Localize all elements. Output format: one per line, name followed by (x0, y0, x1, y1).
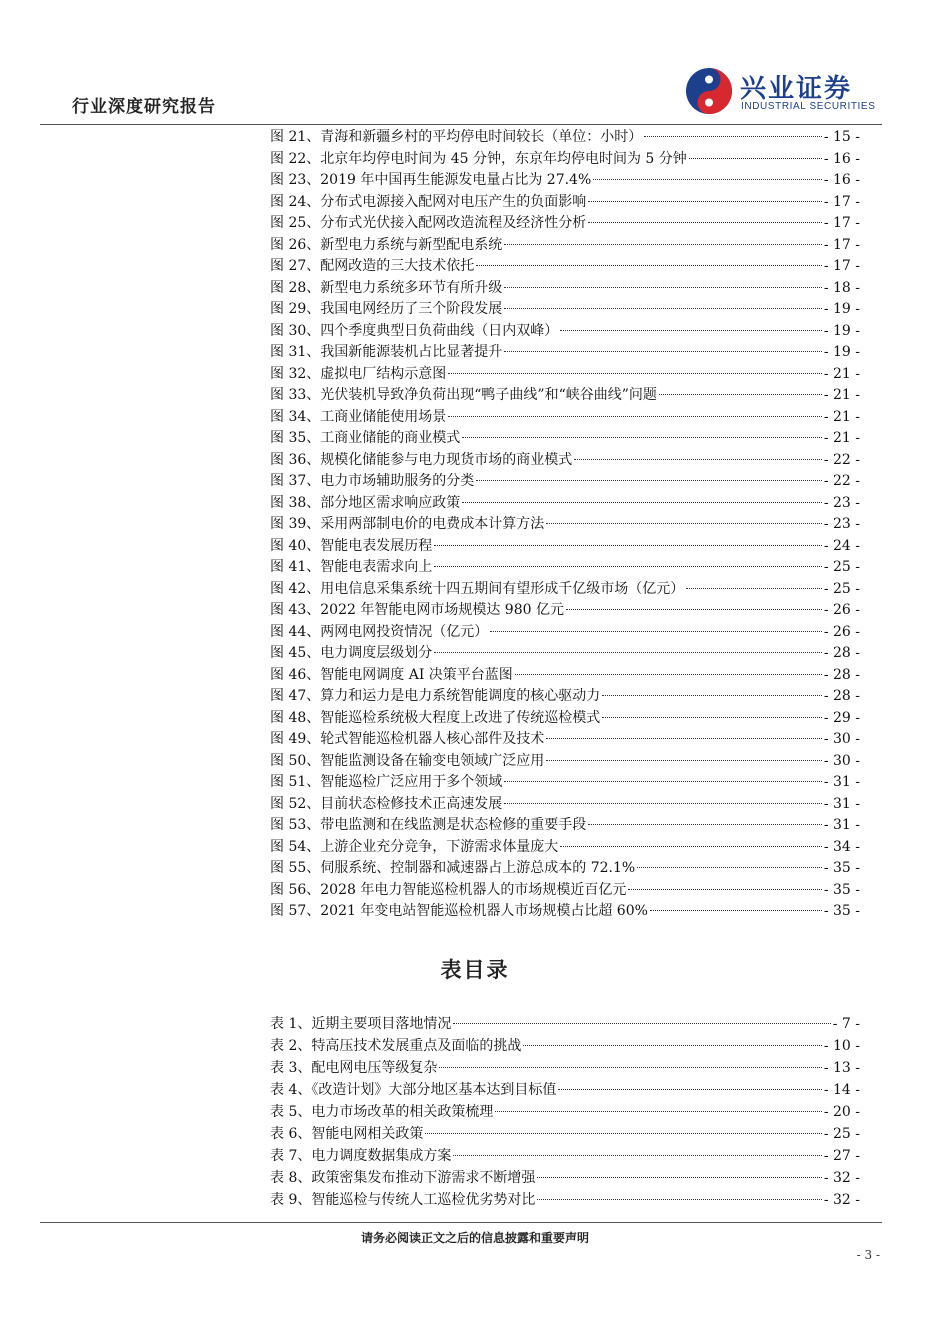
toc-entry-page: - 30 - (823, 731, 860, 747)
toc-dot-leader (588, 221, 822, 223)
toc-entry-label: 图 44、两网电网投资情况（亿元） (270, 623, 489, 640)
toc-dot-leader (602, 716, 822, 718)
figure-toc-row[interactable] (270, 557, 860, 579)
toc-dot-leader (495, 1110, 821, 1112)
toc-dot-leader (686, 587, 822, 589)
table-toc-row[interactable] (270, 1145, 860, 1167)
toc-entry-label: 图 22、北京年均停电时间为 45 分钟，东京年均停电时间为 5 分钟 (270, 150, 687, 167)
toc-entry-page: - 25 - (823, 580, 860, 597)
toc-dot-leader (425, 1132, 821, 1134)
toc-entry-page: - 21 - (823, 430, 860, 446)
tables-toc (270, 1013, 860, 1211)
toc-entry-label: 图 31、我国新能源装机占比显著提升 (270, 344, 503, 360)
figure-toc-row[interactable] (270, 600, 860, 622)
figure-toc-row[interactable] (270, 213, 860, 235)
toc-dot-leader (650, 909, 822, 911)
toc-dot-leader (689, 157, 822, 159)
figure-toc-row[interactable] (270, 428, 860, 450)
figure-toc-row[interactable] (270, 536, 860, 558)
toc-dot-leader (588, 200, 822, 202)
toc-dot-leader (628, 888, 821, 890)
figure-toc-row[interactable] (270, 665, 860, 687)
toc-entry-label: 图 50、智能监测设备在输变电领域广泛应用 (270, 752, 545, 769)
figure-toc-row[interactable] (270, 321, 860, 343)
toc-entry-page: - 31 - (823, 817, 860, 833)
toc-entry-page: - 22 - (823, 451, 860, 468)
toc-entry-page: - 13 - (823, 1060, 860, 1076)
toc-entry-page: - 35 - (823, 860, 860, 876)
toc-entry-label: 图 49、轮式智能巡检机器人核心部件及技术 (270, 731, 545, 747)
toc-entry-label: 图 27、配网改造的三大技术依托 (270, 258, 475, 274)
toc-dot-leader (504, 802, 822, 804)
figure-toc-row[interactable] (270, 364, 860, 386)
toc-entry-label: 图 52、目前状态检修技术正高速发展 (270, 795, 503, 812)
toc-dot-leader (593, 178, 822, 180)
toc-entry-page: - 34 - (823, 838, 860, 855)
toc-entry-label: 图 25、分布式光伏接入配网改造流程及经济性分析 (270, 215, 587, 231)
toc-entry-page: - 19 - (823, 322, 860, 339)
figure-toc-row[interactable] (270, 708, 860, 730)
toc-entry-label: 图 48、智能巡检系统极大程度上改进了传统巡检模式 (270, 709, 601, 726)
toc-entry-label: 图 46、智能电网调度 AI 决策平台蓝图 (270, 666, 513, 683)
figure-toc-row[interactable] (270, 837, 860, 859)
toc-dot-leader (546, 522, 822, 524)
toc-entry-label: 图 32、虚拟电厂结构示意图 (270, 365, 447, 382)
toc-dot-leader (574, 458, 822, 460)
toc-dot-leader (504, 307, 822, 309)
toc-entry-label: 图 51、智能巡检广泛应用于多个领域 (270, 774, 503, 790)
figure-toc-row[interactable] (270, 256, 860, 278)
toc-entry-page: - 17 - (823, 236, 860, 253)
toc-entry-page: - 7 - (832, 1016, 860, 1032)
figure-toc-row[interactable] (270, 299, 860, 321)
table-toc-row[interactable] (270, 1079, 860, 1101)
figure-toc-row[interactable] (270, 278, 860, 300)
toc-entry-page: - 24 - (823, 537, 860, 554)
toc-entry-page: - 27 - (823, 1148, 860, 1164)
toc-dot-leader (504, 243, 822, 245)
figure-toc-row[interactable] (270, 794, 860, 816)
table-toc-row[interactable] (270, 1167, 860, 1189)
toc-dot-leader (546, 759, 822, 761)
figure-toc-row[interactable] (270, 729, 860, 751)
toc-entry-label: 图 28、新型电力系统多环节有所升级 (270, 279, 503, 296)
toc-dot-leader (566, 608, 822, 610)
toc-entry-label: 图 34、工商业储能使用场景 (270, 408, 447, 425)
figure-toc-row[interactable] (270, 815, 860, 837)
toc-entry-page: - 16 - (823, 172, 860, 188)
toc-dot-leader (434, 565, 822, 567)
toc-dot-leader (434, 544, 822, 546)
toc-entry-label: 表 5、电力市场改革的相关政策梳理 (270, 1104, 494, 1120)
toc-dot-leader (515, 673, 822, 675)
tables-toc-heading: 表目录 (440, 958, 510, 982)
toc-dot-leader (448, 415, 822, 417)
toc-entry-page: - 21 - (823, 365, 860, 382)
toc-entry-page: - 17 - (823, 258, 860, 274)
figure-toc-row[interactable] (270, 407, 860, 429)
toc-entry-label: 图 53、带电监测和在线监测是状态检修的重要手段 (270, 817, 587, 833)
toc-entry-page: - 28 - (823, 666, 860, 683)
toc-entry-label: 图 35、工商业储能的商业模式 (270, 430, 461, 446)
table-toc-row[interactable] (270, 1013, 860, 1035)
toc-dot-leader (490, 630, 822, 632)
toc-dot-leader (560, 845, 822, 847)
toc-dot-leader (434, 651, 822, 653)
toc-entry-page: - 26 - (823, 623, 860, 640)
toc-entry-page: - 25 - (823, 559, 860, 575)
toc-entry-label: 表 9、智能巡检与传统人工巡检优劣势对比 (270, 1192, 536, 1208)
toc-entry-label: 表 2、特高压技术发展重点及面临的挑战 (270, 1038, 522, 1054)
toc-entry-label: 图 33、光伏装机导致净负荷出现“鸭子曲线”和“峡谷曲线”问题 (270, 387, 657, 403)
toc-entry-label: 图 21、青海和新疆乡村的平均停电时间较长（单位：小时） (270, 129, 643, 145)
toc-dot-leader (439, 1066, 821, 1068)
toc-entry-label: 图 45、电力调度层级划分 (270, 645, 433, 661)
table-toc-row[interactable] (270, 1189, 860, 1211)
figure-toc-row[interactable] (270, 450, 860, 472)
toc-entry-page: - 25 - (823, 1126, 860, 1142)
toc-entry-label: 图 23、2019 年中国再生能源发电量占比为 27.4% (270, 172, 592, 188)
toc-dot-leader (659, 393, 822, 395)
toc-entry-page: - 18 - (823, 279, 860, 296)
toc-dot-leader (476, 264, 822, 266)
figure-toc-row[interactable] (270, 772, 860, 794)
toc-entry-label: 图 24、分布式电源接入配网对电压产生的负面影响 (270, 193, 587, 210)
figure-toc-row[interactable] (270, 751, 860, 773)
figure-toc-row[interactable] (270, 880, 860, 902)
toc-entry-label: 图 40、智能电表发展历程 (270, 537, 433, 554)
toc-entry-page: - 29 - (823, 709, 860, 726)
logo-english-name: INDUSTRIAL SECURITIES (741, 101, 876, 112)
table-toc-row[interactable] (270, 1101, 860, 1123)
toc-dot-leader (560, 329, 822, 331)
toc-entry-label: 图 39、采用两部制电价的电费成本计算方法 (270, 516, 545, 532)
figures-toc (270, 127, 860, 923)
toc-dot-leader (453, 1022, 830, 1024)
toc-entry-page: - 32 - (823, 1170, 860, 1186)
toc-entry-label: 图 54、上游企业充分竞争，下游需求体量庞大 (270, 838, 559, 855)
figure-toc-row[interactable] (270, 686, 860, 708)
toc-entry-label: 图 36、规模化储能参与电力现货市场的商业模式 (270, 451, 573, 468)
toc-entry-label: 表 6、智能电网相关政策 (270, 1126, 424, 1142)
figure-toc-row[interactable] (270, 192, 860, 214)
toc-dot-leader (546, 737, 822, 739)
toc-entry-label: 表 1、近期主要项目落地情况 (270, 1016, 452, 1032)
figure-toc-row[interactable] (270, 342, 860, 364)
table-toc-row[interactable] (270, 1057, 860, 1079)
company-logo (684, 66, 884, 118)
toc-entry-label: 图 56、2028 年电力智能巡检机器人的市场规模近百亿元 (270, 881, 627, 898)
figure-toc-row[interactable] (270, 579, 860, 601)
toc-entry-page: - 15 - (823, 129, 860, 145)
figure-toc-row[interactable] (270, 149, 860, 171)
toc-entry-label: 表 7、电力调度数据集成方案 (270, 1148, 452, 1164)
table-toc-row[interactable] (270, 1123, 860, 1145)
toc-entry-label: 图 57、2021 年变电站智能巡检机器人市场规模占比超 60% (270, 903, 648, 919)
toc-entry-page: - 31 - (823, 774, 860, 790)
toc-dot-leader (558, 1088, 821, 1090)
toc-dot-leader (462, 436, 822, 438)
toc-dot-leader (523, 1044, 821, 1046)
toc-entry-page: - 35 - (823, 903, 860, 919)
toc-entry-page: - 32 - (823, 1192, 860, 1208)
toc-dot-leader (537, 1176, 821, 1178)
toc-entry-page: - 19 - (823, 301, 860, 317)
toc-entry-page: - 16 - (823, 150, 860, 167)
figure-toc-row[interactable] (270, 235, 860, 257)
logo-chinese-name: 兴业证券 (740, 74, 853, 104)
toc-entry-page: - 20 - (823, 1104, 860, 1120)
figure-toc-row[interactable] (270, 127, 860, 149)
report-type-title: 行业深度研究报告 (72, 97, 216, 117)
toc-entry-label: 图 41、智能电表需求向上 (270, 559, 433, 575)
toc-entry-page: - 26 - (823, 602, 860, 618)
toc-entry-page: - 17 - (823, 193, 860, 210)
toc-dot-leader (504, 286, 822, 288)
toc-entry-page: - 28 - (823, 688, 860, 704)
toc-dot-leader (476, 479, 822, 481)
toc-entry-page: - 23 - (823, 494, 860, 511)
toc-dot-leader (602, 694, 822, 696)
toc-dot-leader (644, 135, 822, 137)
toc-dot-leader (588, 823, 822, 825)
toc-entry-label: 图 47、算力和运力是电力系统智能调度的核心驱动力 (270, 688, 601, 704)
figure-toc-row[interactable] (270, 514, 860, 536)
toc-dot-leader (448, 372, 822, 374)
figure-toc-row[interactable] (270, 901, 860, 923)
figure-toc-row[interactable] (270, 471, 860, 493)
figure-toc-row[interactable] (270, 643, 860, 665)
footer-disclaimer: 请务必阅读正文之后的信息披露和重要声明 (360, 1231, 589, 1245)
toc-entry-page: - 28 - (823, 645, 860, 661)
toc-entry-page: - 30 - (823, 752, 860, 769)
toc-entry-page: - 35 - (823, 881, 860, 898)
figure-toc-row[interactable] (270, 385, 860, 407)
toc-entry-page: - 19 - (823, 344, 860, 360)
toc-entry-label: 图 26、新型电力系统与新型配电系统 (270, 236, 503, 253)
footer-divider (40, 1222, 882, 1223)
toc-entry-label: 图 55、伺服系统、控制器和减速器占上游总成本的 72.1% (270, 860, 636, 876)
header-divider (40, 124, 882, 125)
toc-entry-label: 图 29、我国电网经历了三个阶段发展 (270, 301, 503, 317)
toc-entry-label: 图 38、部分地区需求响应政策 (270, 494, 461, 511)
page-number: - 3 - (856, 1248, 880, 1262)
toc-entry-label: 图 43、2022 年智能电网市场规模达 980 亿元 (270, 602, 564, 618)
toc-dot-leader (537, 1198, 821, 1200)
toc-entry-label: 表 8、政策密集发布推动下游需求不断增强 (270, 1170, 536, 1186)
toc-entry-label: 图 42、用电信息采集系统十四五期间有望形成千亿级市场（亿元） (270, 580, 685, 597)
figure-toc-row[interactable] (270, 170, 860, 192)
figure-toc-row[interactable] (270, 622, 860, 644)
toc-entry-page: - 22 - (823, 473, 860, 489)
toc-entry-label: 表 3、配电网电压等级复杂 (270, 1060, 438, 1076)
toc-dot-leader (504, 350, 822, 352)
toc-entry-label: 图 37、电力市场辅助服务的分类 (270, 473, 475, 489)
toc-entry-page: - 10 - (823, 1038, 860, 1054)
table-toc-row[interactable] (270, 1035, 860, 1057)
toc-entry-page: - 31 - (823, 795, 860, 812)
toc-entry-page: - 21 - (823, 408, 860, 425)
toc-entry-page: - 14 - (823, 1082, 860, 1098)
figure-toc-row[interactable] (270, 858, 860, 880)
figure-toc-row[interactable] (270, 493, 860, 515)
toc-entry-label: 图 30、四个季度典型日负荷曲线（日内双峰） (270, 322, 559, 339)
toc-entry-page: - 17 - (823, 215, 860, 231)
toc-entry-label: 表 4、《改造计划》大部分地区基本达到目标值 (270, 1082, 557, 1098)
logo-mark-icon (684, 66, 734, 116)
toc-dot-leader (462, 501, 822, 503)
toc-entry-page: - 23 - (823, 516, 860, 532)
toc-entry-page: - 21 - (823, 387, 860, 403)
toc-dot-leader (637, 866, 822, 868)
toc-dot-leader (453, 1154, 821, 1156)
toc-dot-leader (504, 780, 822, 782)
